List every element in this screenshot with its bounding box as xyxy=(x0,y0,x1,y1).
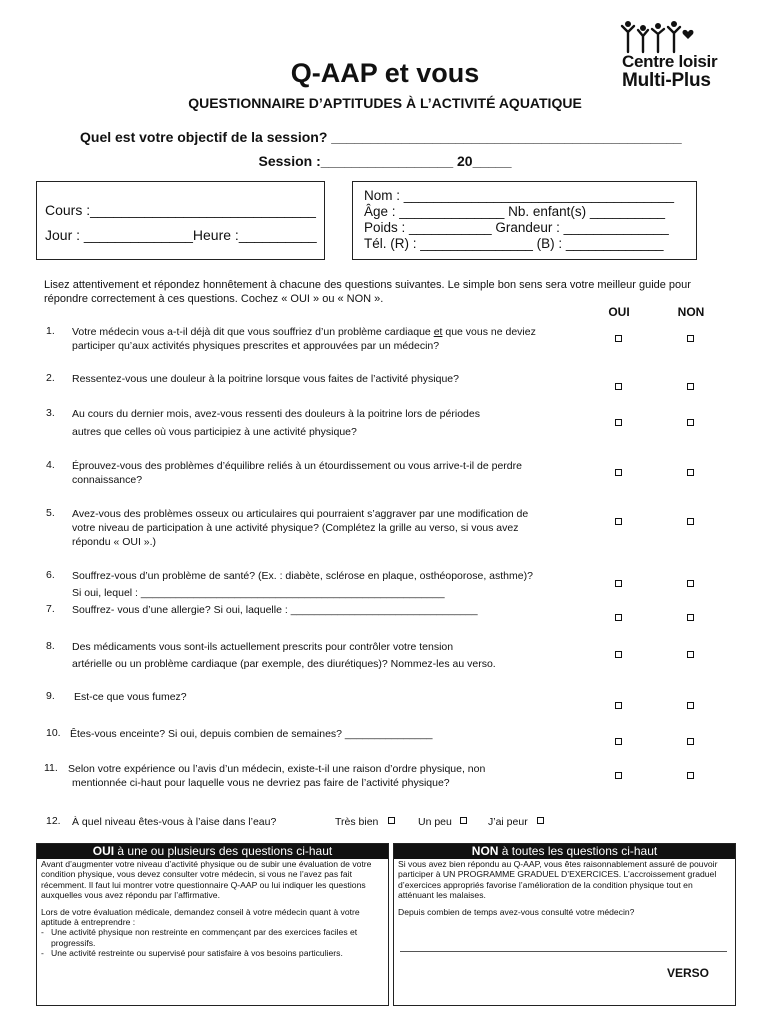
oui-checkbox[interactable] xyxy=(615,772,622,779)
oui-checkbox[interactable] xyxy=(615,469,622,476)
question-number: 10. xyxy=(46,727,61,739)
question-text-line: autres que celles où vous participiez à une activité physique? xyxy=(72,426,357,438)
doctor-consult-question: Depuis combien de temps avez-vous consulté votre médecin? xyxy=(398,906,635,917)
participant-info-box xyxy=(352,181,697,260)
logo-line-2: Multi-Plus xyxy=(622,70,711,91)
header-text: à toutes les questions ci-haut xyxy=(498,844,658,858)
oui-checkbox[interactable] xyxy=(615,702,622,709)
people-figures-icon xyxy=(608,18,743,54)
option-jai-peur-label: J’ai peur xyxy=(488,816,528,828)
non-checkbox[interactable] xyxy=(687,469,694,476)
oui-checkbox[interactable] xyxy=(615,518,622,525)
logo-line-1: Centre loisir xyxy=(622,52,718,71)
question-number: 8. xyxy=(46,640,55,652)
oui-checkbox[interactable] xyxy=(615,580,622,587)
header-bold-word: OUI xyxy=(92,844,115,858)
pregnancy-field[interactable]: Êtes-vous enceinte? Si oui, depuis combien de semaines? _______________ xyxy=(70,728,433,740)
advice-paragraph: Si vous avez bien répondu au Q-AAP, vous êtes raisonnablement assuré de pouvoir participer à UN PROGRAMME GRADUEL D’EXERCICES. L’accroissement graduel d’exercices appropriés favorise l’amélioration de la condition physique tout en atténuant les malaises. xyxy=(398,859,718,901)
advice-paragraph: Avant d’augmenter votre niveau d’activité physique ou de subir une évaluation de votre condition physique, vous devez consulter votre médecin, si vous ne l’avez pas fait récemment. Il faut lui montrer votre questionnaire Q-AAP ou lui indiquer les questions auxquelles vous avez répondu par l’affirmative. xyxy=(41,859,372,901)
non-checkbox[interactable] xyxy=(687,580,694,587)
list-item: - Une activité physique non restreinte en commençant par des exercices faciles et progressifs. xyxy=(41,927,358,948)
question-text: À quel niveau êtes-vous à l’aise dans l’eau? xyxy=(72,816,277,828)
oui-advice-body xyxy=(41,859,382,959)
telephone-field[interactable]: Tél. (R) : _______________ (B) : _____________ xyxy=(364,236,664,251)
question-text-part: que vous ne deviez xyxy=(442,326,536,338)
list-item-text: Une activité restreinte ou supervisé pour satisfaire à vos besoins particuliers. xyxy=(51,948,343,959)
header-bold-word: NON xyxy=(471,844,499,858)
advice-paragraph: Lors de votre évaluation médicale, demandez conseil à votre médecin quant à votre aptitude à entreprendre : xyxy=(41,906,360,928)
session-field[interactable]: Session :_________________ 20_____ xyxy=(258,153,512,169)
non-checkbox[interactable] xyxy=(687,335,694,342)
oui-checkbox[interactable] xyxy=(615,614,622,621)
non-checkbox[interactable] xyxy=(687,383,694,390)
jour-heure-field[interactable]: Jour : ______________Heure :__________ xyxy=(45,227,317,243)
question-text-line: mentionnée ci-haut pour laquelle vous ne devriez pas faire de l’activité physique? xyxy=(72,777,450,789)
verso-label: VERSO xyxy=(666,966,709,980)
page-title: Q-AAP et vous xyxy=(290,58,480,88)
oui-checkbox[interactable] xyxy=(615,383,622,390)
cours-field[interactable]: Cours :_____________________________ xyxy=(45,202,316,218)
non-checkbox[interactable] xyxy=(687,614,694,621)
non-checkbox[interactable] xyxy=(687,419,694,426)
question-text-line: participer qu’aux activités physiques prescrites et approuvées par un médecin? xyxy=(72,340,440,352)
non-checkbox[interactable] xyxy=(687,651,694,658)
answer-line-field[interactable] xyxy=(400,951,727,952)
question-text: Souffrez-vous d’un problème de santé? (Ex. : diabète, sclérose en plaque, osthéoporose, asthme)? xyxy=(72,570,533,582)
list-item: - Une activité restreinte ou supervisé pour satisfaire à vos besoins particuliers. xyxy=(41,948,343,959)
question-number: 9. xyxy=(46,690,55,702)
instructions-text: Lisez attentivement et répondez honnêtement à chacune des questions suivantes. Le simple bon sens sera votre meilleur guide pour répondre correctement à ces questions. Cochez « OUI » ou « NON ». xyxy=(44,279,691,305)
question-number: 2. xyxy=(46,372,55,384)
list-item-text: Une activité physique non restreinte en commençant par des exercices faciles et progressifs. xyxy=(51,927,358,948)
question-text: Au cours du dernier mois, avez-vous ressenti des douleurs à la poitrine lors de périodes xyxy=(72,408,480,420)
health-problem-field[interactable]: Si oui, lequel : ____________________________________________________ xyxy=(72,587,445,599)
question-text-underlined: et xyxy=(433,326,443,338)
question-number: 12. xyxy=(46,815,61,827)
poids-grandeur-field[interactable]: Poids : ___________ Grandeur : ______________ xyxy=(364,220,669,235)
question-text-line: répondu « OUI ».) xyxy=(72,536,157,548)
question-number: 4. xyxy=(46,459,55,471)
non-checkbox[interactable] xyxy=(687,518,694,525)
question-text-line: connaissance? xyxy=(72,474,143,486)
question-text: Selon votre expérience ou l’avis d’un médecin, existe-t-il une raison d’ordre physique, non xyxy=(68,763,486,775)
non-checkbox[interactable] xyxy=(687,772,694,779)
question-number: 11. xyxy=(44,762,58,774)
non-checkbox[interactable] xyxy=(687,738,694,745)
question-text: Éprouvez-vous des problèmes d’équilibre reliés à un étourdissement ou vous arrive-t-il de perdre xyxy=(72,460,522,472)
session-objective-field[interactable]: Quel est votre objectif de la session? _____________________________________________ xyxy=(80,129,682,145)
non-advice-body xyxy=(398,859,729,923)
nom-field[interactable]: Nom : ____________________________________ xyxy=(364,188,675,203)
oui-column-header: OUI xyxy=(608,305,630,319)
allergy-field[interactable]: Souffrez- vous d’une allergie? Si oui, laquelle : ________________________________ xyxy=(72,604,478,616)
question-text-line: artérielle ou un problème cardiaque (par exemple, des diurétiques)? Nommez-les au verso. xyxy=(72,658,496,670)
question-text: Ressentez-vous une douleur à la poitrine lorsque vous faites de l’activité physique? xyxy=(72,373,459,385)
oui-checkbox[interactable] xyxy=(615,738,622,745)
oui-advice-header xyxy=(37,844,388,859)
oui-advice-box xyxy=(36,843,389,1006)
question-number: 3. xyxy=(46,407,55,419)
question-text-part: Votre médecin vous a-t-il déjà dit que vous souffriez d’un problème cardiaque xyxy=(72,326,434,338)
course-info-box xyxy=(36,181,325,260)
non-advice-header xyxy=(394,844,735,859)
question-text: Avez-vous des problèmes osseux ou articulaires qui pourraient s’aggraver par une modification de xyxy=(72,508,529,520)
oui-checkbox[interactable] xyxy=(615,651,622,658)
header-text: à une ou plusieurs des questions ci-haut xyxy=(114,844,333,858)
question-number: 7. xyxy=(46,603,55,615)
oui-checkbox[interactable] xyxy=(615,335,622,342)
question-number: 1. xyxy=(46,325,55,337)
age-enfants-field[interactable]: Âge : ______________ Nb. enfant(s) __________ xyxy=(364,204,666,219)
non-advice-box xyxy=(393,843,736,1006)
question-text: Des médicaments vous sont-ils actuellement prescrits pour contrôler votre tension xyxy=(72,641,454,653)
option-tres-bien-label: Très bien xyxy=(335,816,379,828)
question-text xyxy=(72,325,536,339)
question-number: 5. xyxy=(46,507,55,519)
tres-bien-checkbox[interactable] xyxy=(388,817,395,824)
non-column-header: NON xyxy=(677,305,705,319)
page-subtitle: QUESTIONNAIRE D’APTITUDES À L’ACTIVITÉ AQUATIQUE xyxy=(188,95,582,111)
non-checkbox[interactable] xyxy=(687,702,694,709)
jai-peur-checkbox[interactable] xyxy=(537,817,544,824)
option-un-peu-label: Un peu xyxy=(418,816,452,828)
un-peu-checkbox[interactable] xyxy=(460,817,467,824)
question-number: 6. xyxy=(46,569,55,581)
question-text-line: votre niveau de participation à une activité physique? (Complétez la grille au verso, si vous avez xyxy=(72,522,519,534)
oui-checkbox[interactable] xyxy=(615,419,622,426)
question-text: Est-ce que vous fumez? xyxy=(74,691,187,703)
